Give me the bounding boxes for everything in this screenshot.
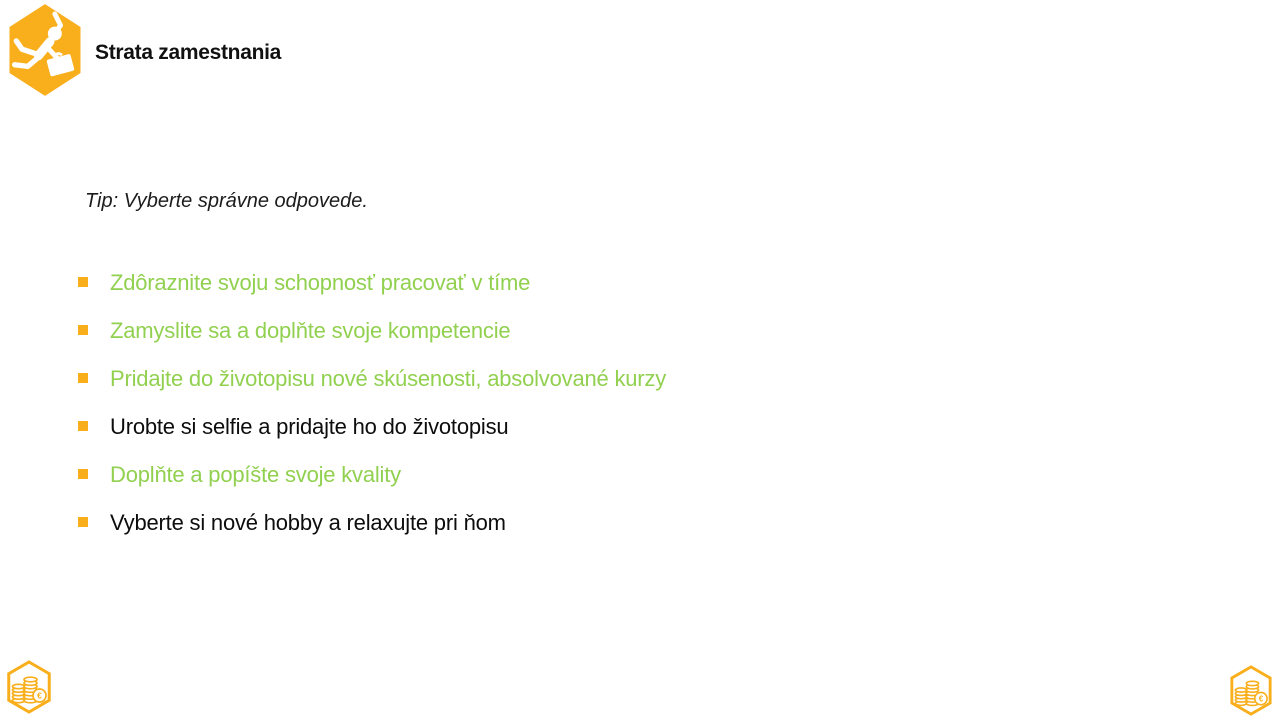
answer-option[interactable] [78,499,666,547]
answer-text: Zdôraznite svoju schopnosť pracovať v tíme [110,270,531,295]
coins-euro-hexagon-icon [1227,665,1275,717]
answer-text: Zamyslite sa a doplňte svoje kompetencie [110,318,511,343]
euro-symbol: € [37,690,42,701]
answer-text: Urobte si selfie a pridajte ho do životopisu [110,414,509,439]
bullet-square-icon [78,277,88,287]
answer-text: Vyberte si nové hobby a relaxujte pri ňom [110,510,506,535]
slide-title: Strata zamestnania [95,41,282,64]
euro-symbol: € [1258,694,1264,704]
answer-list [78,259,666,547]
answer-option[interactable] [78,355,666,403]
answer-option[interactable] [78,451,666,499]
bullet-square-icon [78,421,88,431]
bullet-square-icon [78,325,88,335]
bullet-square-icon [78,373,88,383]
coins-euro-hexagon-icon [4,660,54,715]
answer-text: Pridajte do životopisu nové skúsenosti, absolvované kurzy [110,366,667,391]
answer-option[interactable] [78,307,666,355]
answer-option[interactable] [78,259,666,307]
falling-person-hexagon-icon [4,4,86,96]
bullet-square-icon [78,517,88,527]
tip-text: Tip: Vyberte správne odpovede. [85,190,368,212]
answer-text: Doplňte a popíšte svoje kvality [110,462,401,487]
bullet-square-icon [78,469,88,479]
answer-option[interactable] [78,403,666,451]
